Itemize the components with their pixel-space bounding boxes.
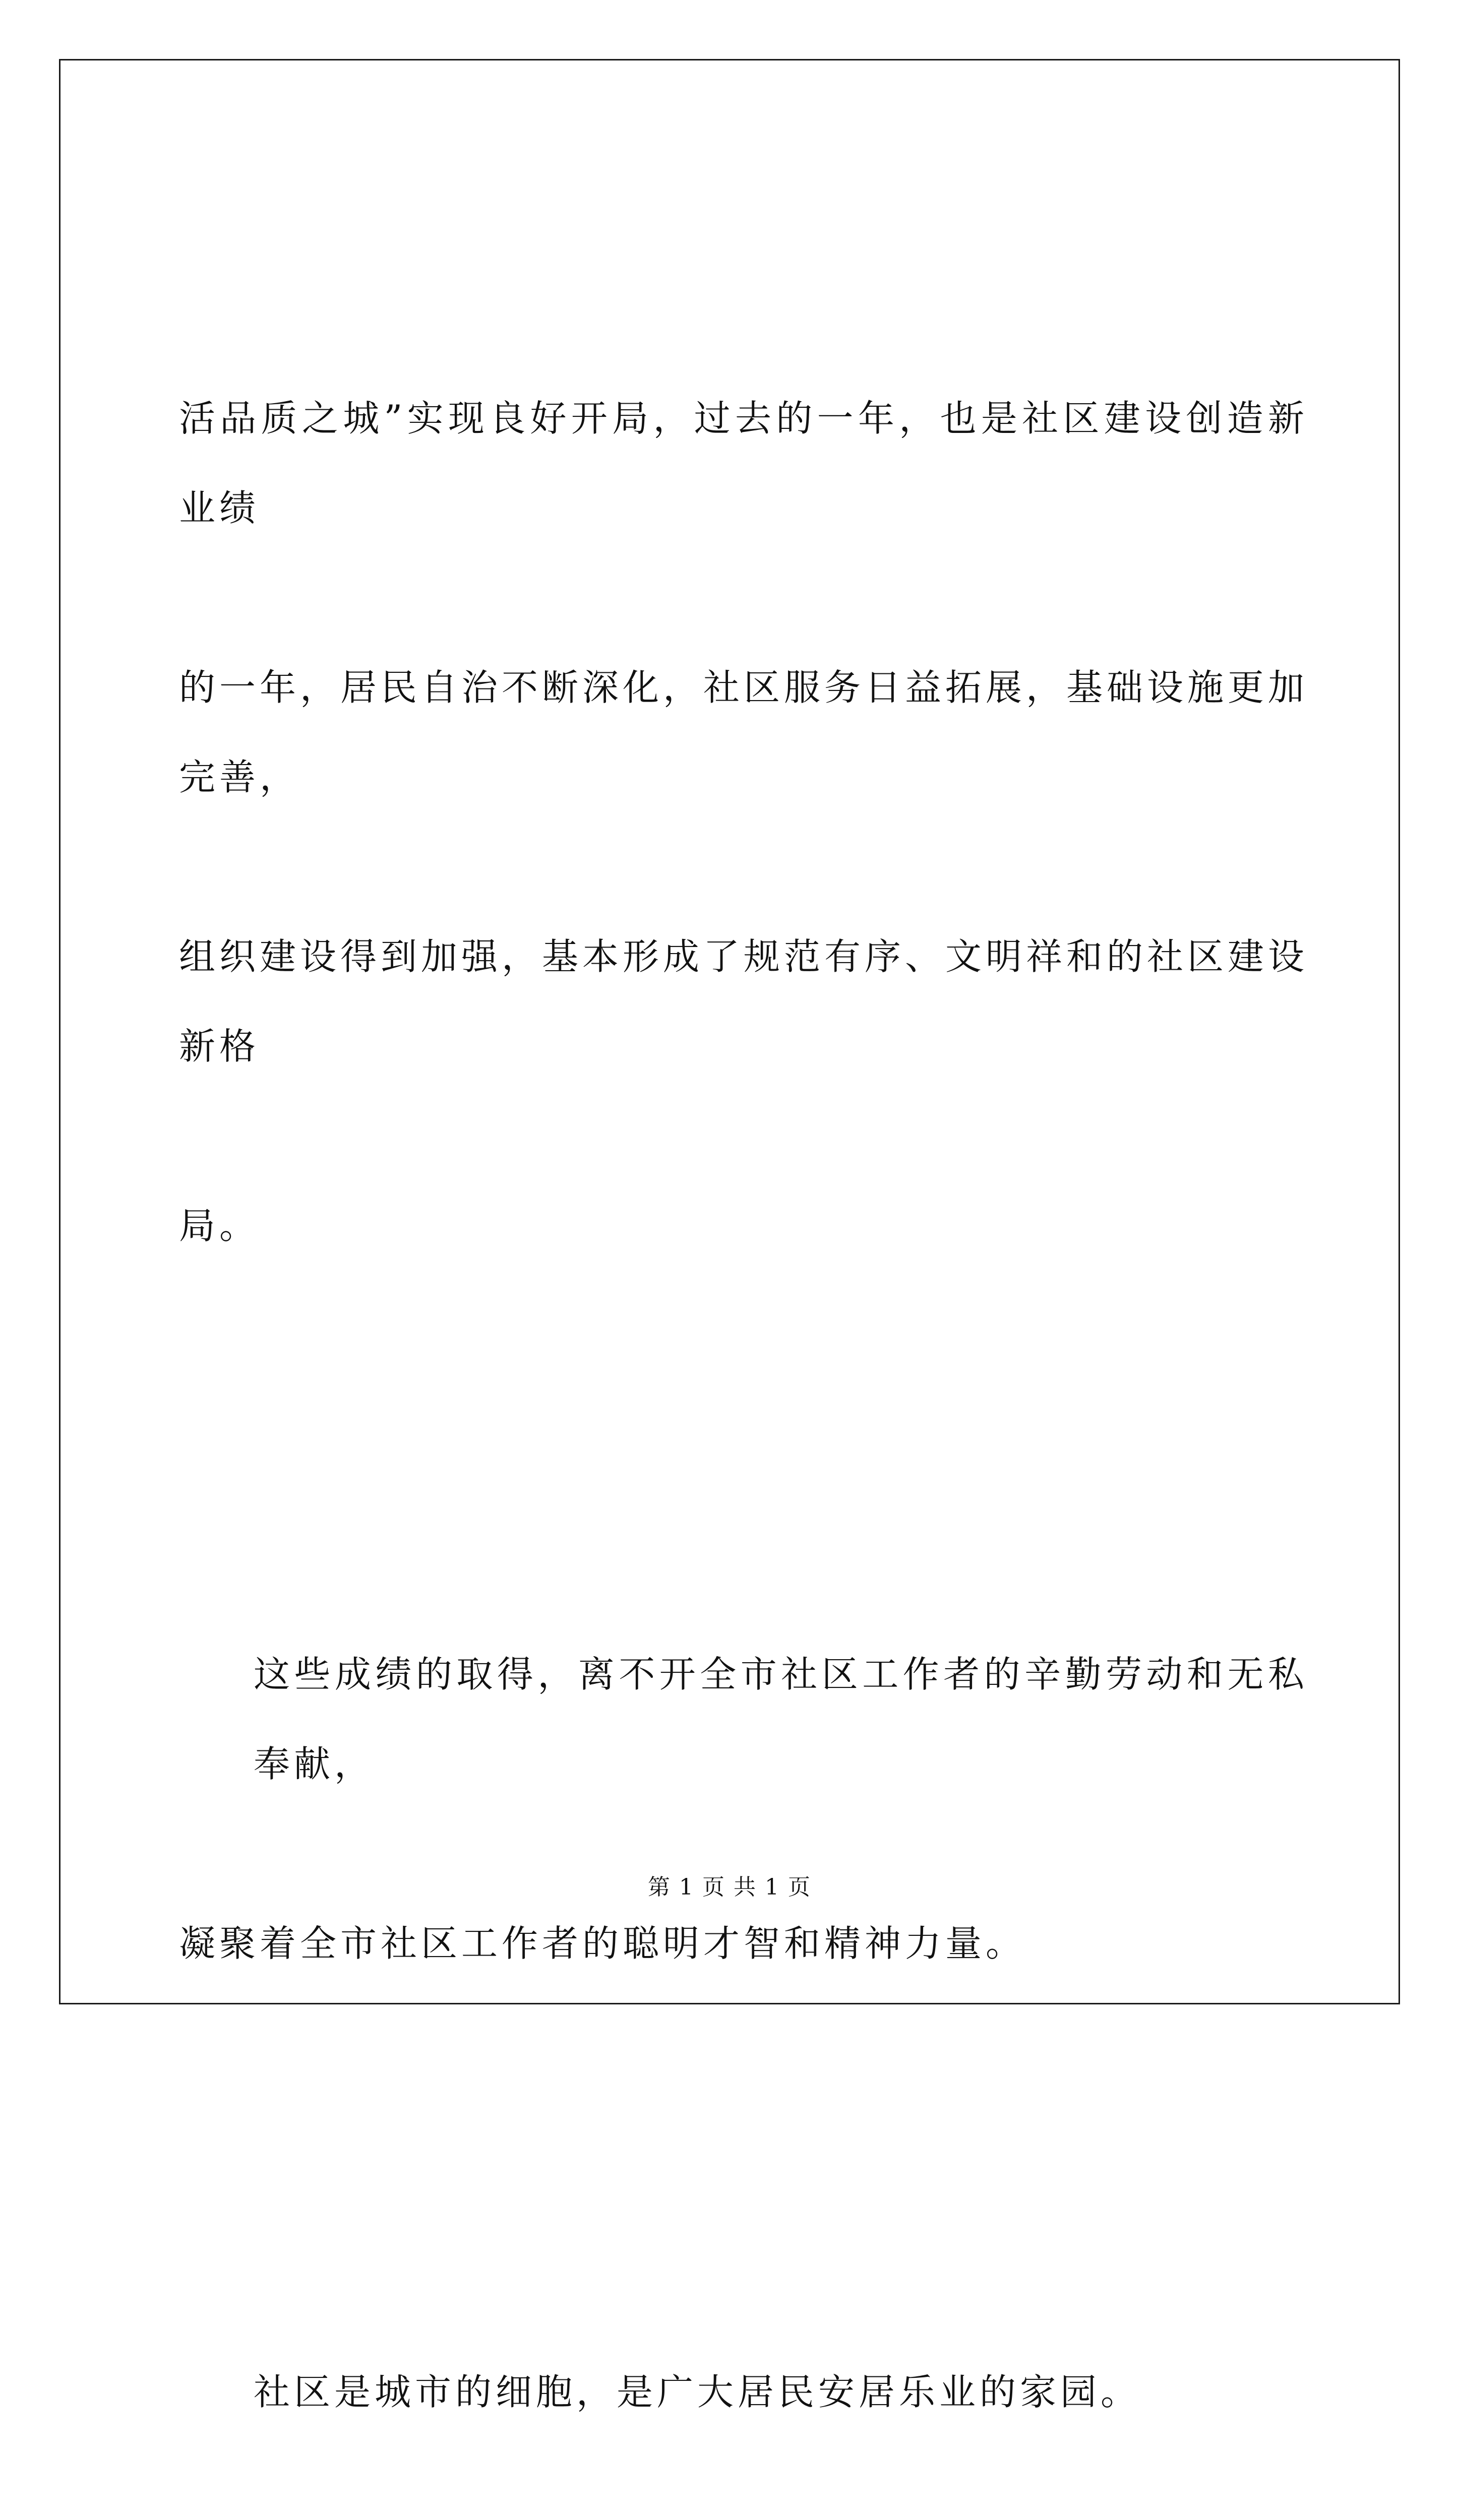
text-line: 活品质之城”实现良好开局，过去的一年，也是社区建设创造新业绩 — [179, 397, 1308, 529]
text-line: 这些成绩的取得，离不开全市社区工作者的辛勤劳动和无私奉献， — [254, 1653, 1308, 1785]
text-line: 社区是城市的细胞，是广大居民安居乐业的家园。 — [254, 2371, 1141, 2413]
paragraph — [179, 2168, 1308, 2520]
paragraph — [179, 194, 1308, 1450]
paragraph — [179, 1450, 1308, 2168]
text-line: 凝聚着全市社区工作者的聪明才智和精神力量。 — [179, 1922, 1026, 1965]
page-number-footer: 第 1 页 共 1 页 — [648, 1874, 811, 1900]
document-body — [179, 194, 1308, 2520]
text-line: 的一年，居民自治不断深化，社区服务日益拓展，基础设施更加完善， — [179, 666, 1309, 798]
text-line: 组织建设得到加强，基本形成了规范有序、文明祥和的社区建设新格 — [179, 935, 1309, 1067]
text-line: 局。 — [179, 1205, 260, 1247]
